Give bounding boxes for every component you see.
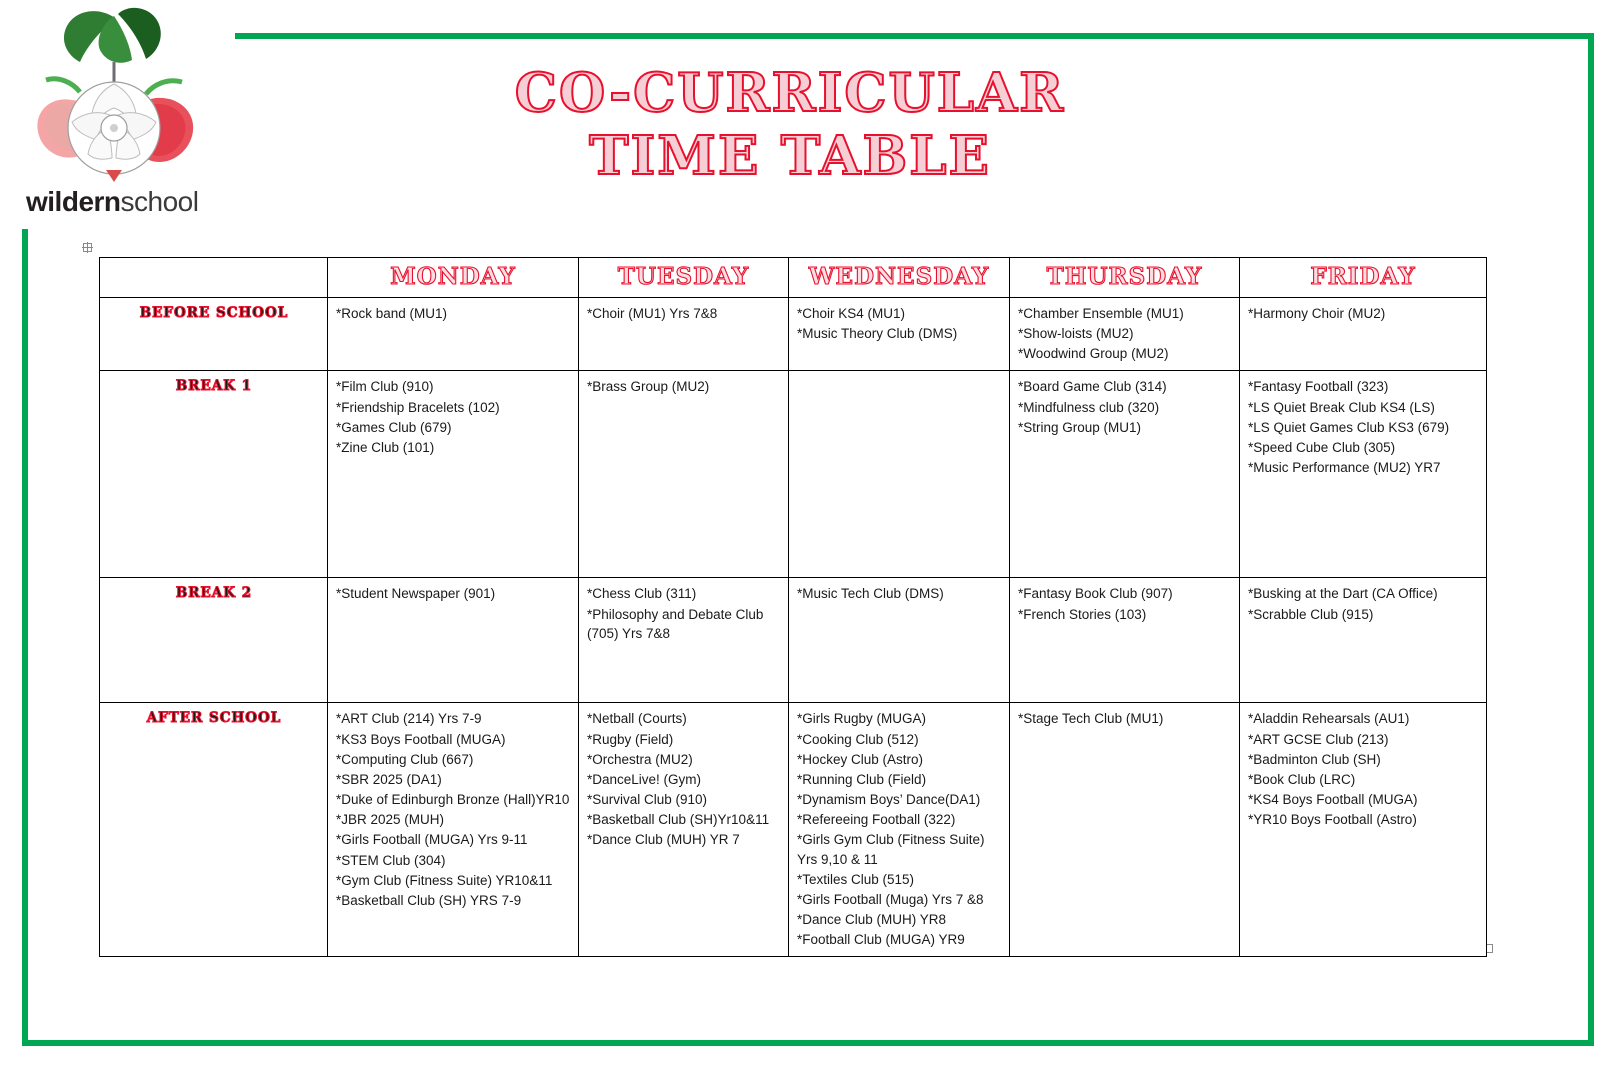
list-item: *Fantasy Book Club (907) <box>1018 586 1173 602</box>
row-label-before-school: BEFORE SCHOOL <box>100 298 328 371</box>
cell-before-school-tuesday <box>579 298 789 371</box>
activity-list <box>1018 304 1232 363</box>
row-label-break-2: BREAK 2 <box>100 578 328 703</box>
table-row <box>100 703 1487 957</box>
list-item: *Football Club (MUGA) YR9 <box>797 932 965 948</box>
logo-wordmark <box>26 186 198 218</box>
list-item: *Running Club (Field) <box>797 771 927 787</box>
list-item: *Textiles Club (515) <box>797 871 915 887</box>
list-item: *Girls Gym Club (Fitness Suite) Yrs 9,10 & 11 <box>797 832 985 867</box>
list-item: *Hockey Club (Astro) <box>797 751 924 767</box>
list-item: *Refereeing Football (322) <box>797 812 956 828</box>
list-item: *Choir (MU1) Yrs 7&8 <box>587 306 718 321</box>
cell-break-1-wednesday <box>789 371 1010 578</box>
list-item: *Survival Club (910) <box>587 792 708 808</box>
page-title-line-1: CO-CURRICULAR <box>514 62 1066 124</box>
list-item: *Dance Club (MUH) YR8 <box>797 912 947 928</box>
list-item: *Music Theory Club (DMS) <box>797 326 958 342</box>
activity-list <box>1248 584 1479 623</box>
cell-before-school-wednesday <box>789 298 1010 371</box>
list-item: *Board Game Club (314) <box>1018 379 1167 395</box>
header-tuesday: TUESDAY <box>579 258 789 298</box>
activity-list <box>1018 709 1232 728</box>
cell-after-school-wednesday <box>789 703 1010 957</box>
activity-list <box>797 584 1002 603</box>
cell-break-2-tuesday <box>579 578 789 703</box>
cell-before-school-thursday <box>1010 298 1240 371</box>
cell-before-school-friday <box>1240 298 1487 371</box>
cell-break-2-wednesday <box>789 578 1010 703</box>
flower-logo-icon <box>10 4 235 194</box>
list-item: *Computing Club (667) <box>336 751 474 767</box>
list-item: *Badminton Club (SH) <box>1248 751 1381 767</box>
activity-list <box>336 304 571 323</box>
list-item: *Harmony Choir (MU2) <box>1248 306 1386 321</box>
list-item: *LS Quiet Break Club KS4 (LS) <box>1248 399 1435 415</box>
list-item: *String Group (MU1) <box>1018 419 1142 435</box>
list-item: *Busking at the Dart (CA Office) <box>1248 586 1438 602</box>
page-title <box>460 62 1120 187</box>
activity-list <box>1248 377 1479 477</box>
list-item: *Show-loists (MU2) <box>1018 326 1134 342</box>
table-row <box>100 298 1487 371</box>
list-item: *Scrabble Club (915) <box>1248 606 1374 622</box>
list-item: *STEM Club (304) <box>336 852 446 868</box>
cell-break-1-thursday <box>1010 371 1240 578</box>
header-wednesday: WEDNESDAY <box>789 258 1010 298</box>
cell-break-1-monday <box>328 371 579 578</box>
list-item: *Music Performance (MU2) YR7 <box>1248 460 1441 476</box>
list-item: *Girls Football (MUGA) Yrs 9-11 <box>336 832 528 848</box>
list-item: *Philosophy and Debate Club (705) Yrs 7&8 <box>587 606 764 641</box>
list-item: *Games Club (679) <box>336 419 452 435</box>
table-row <box>100 371 1487 578</box>
list-item: *Book Club (LRC) <box>1248 771 1356 787</box>
list-item: *Cooking Club (512) <box>797 731 919 747</box>
page-title-line-2: TIME TABLE <box>589 124 991 187</box>
list-item: *DanceLive! (Gym) <box>587 771 702 787</box>
list-item: *Student Newspaper (901) <box>336 586 496 602</box>
list-item: *Dynamism Boys’ Dance(DA1) <box>797 792 981 808</box>
row-label-break-1: BREAK 1 <box>100 371 328 578</box>
cell-break-2-friday <box>1240 578 1487 703</box>
logo-wordmark-bold: wildern <box>26 186 121 217</box>
list-item: *Gym Club (Fitness Suite) YR10&11 <box>336 872 553 888</box>
list-item: *Basketball Club (SH) YRS 7-9 <box>336 892 522 908</box>
list-item: *Woodwind Group (MU2) <box>1018 346 1169 362</box>
list-item: *Stage Tech Club (MU1) <box>1018 711 1164 727</box>
list-item: *Film Club (910) <box>336 379 434 395</box>
list-item: *Orchestra (MU2) <box>587 751 693 767</box>
cell-break-1-tuesday <box>579 371 789 578</box>
list-item: *Chamber Ensemble (MU1) <box>1018 306 1184 321</box>
list-item: *Zine Club (101) <box>336 439 435 455</box>
table-move-handle[interactable] <box>83 243 92 252</box>
header-thursday: THURSDAY <box>1010 258 1240 298</box>
list-item: *Girls Football (Muga) Yrs 7 &8 <box>797 891 984 907</box>
header-friday: FRIDAY <box>1240 258 1487 298</box>
list-item: *Basketball Club (SH)Yr10&11 <box>587 812 770 828</box>
list-item: *Friendship Bracelets (102) <box>336 399 500 415</box>
activity-list <box>336 584 571 603</box>
list-item: *SBR 2025 (DA1) <box>336 771 442 787</box>
cell-break-2-monday <box>328 578 579 703</box>
list-item: *Rugby (Field) <box>587 731 674 747</box>
list-item: *Fantasy Football (323) <box>1248 379 1389 395</box>
activity-list <box>336 377 571 457</box>
list-item: *KS4 Boys Football (MUGA) <box>1248 792 1418 808</box>
activity-list <box>1248 709 1479 829</box>
row-label-after-school: AFTER SCHOOL <box>100 703 328 957</box>
activity-list <box>797 304 1002 343</box>
list-item: *Girls Rugby (MUGA) <box>797 711 927 727</box>
cell-after-school-monday <box>328 703 579 957</box>
list-item: *Dance Club (MUH) YR 7 <box>587 832 740 848</box>
co-curricular-timetable <box>99 257 1487 957</box>
activity-list <box>797 709 1002 949</box>
activity-list <box>1248 304 1479 323</box>
table-row <box>100 578 1487 703</box>
list-item: *LS Quiet Games Club KS3 (679) <box>1248 419 1450 435</box>
activity-list <box>336 709 571 910</box>
list-item: *Speed Cube Club (305) <box>1248 439 1396 455</box>
activity-list <box>587 304 781 323</box>
cell-before-school-monday <box>328 298 579 371</box>
header-monday: MONDAY <box>328 258 579 298</box>
list-item: *Brass Group (MU2) <box>587 379 710 395</box>
logo-wordmark-light: school <box>120 186 199 217</box>
list-item: *Aladdin Rehearsals (AU1) <box>1248 711 1410 727</box>
list-item: *YR10 Boys Football (Astro) <box>1248 812 1417 828</box>
activity-list <box>587 377 781 396</box>
header-corner <box>100 258 328 298</box>
list-item: *ART GCSE Club (213) <box>1248 731 1389 747</box>
list-item: *Mindfulness club (320) <box>1018 399 1160 415</box>
cell-break-2-thursday <box>1010 578 1240 703</box>
school-logo <box>10 4 235 229</box>
activity-list <box>587 584 781 642</box>
list-item: *JBR 2025 (MUH) <box>336 812 445 828</box>
list-item: *Netball (Courts) <box>587 711 687 727</box>
list-item: *KS3 Boys Football (MUGA) <box>336 731 506 747</box>
activity-list <box>1018 377 1232 436</box>
cell-after-school-tuesday <box>579 703 789 957</box>
cell-after-school-friday <box>1240 703 1487 957</box>
activity-list <box>587 709 781 849</box>
list-item: *Rock band (MU1) <box>336 306 448 321</box>
list-item: *Duke of Edinburgh Bronze (Hall)YR10 <box>336 792 570 808</box>
list-item: *Music Tech Club (DMS) <box>797 586 944 602</box>
cell-break-1-friday <box>1240 371 1487 578</box>
list-item: *Choir KS4 (MU1) <box>797 306 906 321</box>
list-item: *ART Club (214) Yrs 7-9 <box>336 711 482 727</box>
list-item: *Chess Club (311) <box>587 586 697 602</box>
activity-list <box>1018 584 1232 623</box>
list-item: *French Stories (103) <box>1018 606 1147 622</box>
cell-after-school-thursday <box>1010 703 1240 957</box>
table-header-row <box>100 258 1487 298</box>
